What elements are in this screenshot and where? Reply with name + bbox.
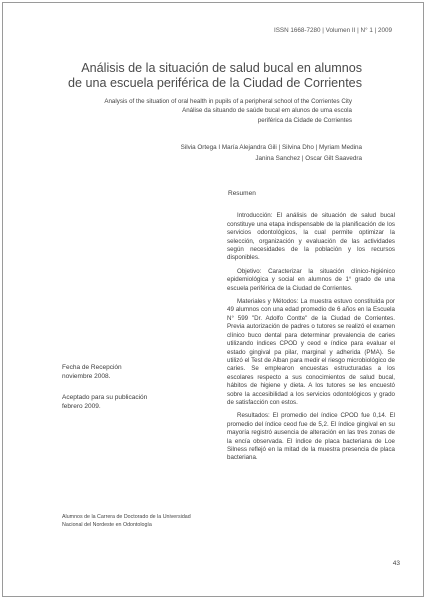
- abstract-column: [227, 190, 395, 463]
- abstract-paragraph-results: [227, 412, 395, 462]
- abstract-paragraph-intro: [227, 212, 395, 262]
- paragraph-label: Resultados:: [237, 412, 270, 420]
- abstract-paragraph-objective: [227, 268, 395, 293]
- author-affiliation: [62, 513, 222, 529]
- paragraph-label: Introducción:: [237, 212, 273, 220]
- subtitle-portuguese-line-1: Análise da situando de saúde bucal em alunos de uma escola: [182, 107, 352, 115]
- title-line-2: de una escuela periférica de la Ciudad de Corrientes: [67, 76, 362, 90]
- received-date-block: [62, 363, 212, 381]
- publication-dates: [62, 363, 212, 423]
- author-list: [32, 143, 362, 164]
- title-line-1: Análisis de la situación de salud bucal en alumnos: [81, 61, 362, 75]
- paragraph-text: El análisis de situación de salud bucal constituye una etapa indispensable de la planificación de los servicios odontológicos, la cual permite optimizar la selección, organización y evaluación de las actividades según necesidades de la población y los recursos disponibles.: [227, 212, 395, 262]
- translated-titles: [22, 97, 352, 125]
- author-line-2: Janina Sanchez | Oscar Gilt Saavedra: [255, 154, 362, 162]
- page-number: 43: [392, 560, 400, 567]
- affiliation-line-2: Nacional del Nordeste en Odontología: [62, 522, 152, 528]
- accepted-date-block: [62, 393, 212, 411]
- paragraph-text: La muestra estuvo constituida por 49 alumnos con una edad promedio de 6 años en la Escuela N° 599 "Dr. Adolfo Contte" de la Ciudad de Corrientes. Previa autorización de padres o tutores se realizó el examen clínico buco dental para determinar prevalencia de caries utilizando índices CPOD y ceod e índice para evaluar el estado gingival pa pilar, marginal y adherida (PMA). Se utilizó el Test de Alban para medir el riesgo microbiológico de caries. Se emplearon encuestas estructuradas a los escolares respecto a sus conocimientos de salud bucal, hábitos de higiene y dieta. A los tutores se les encuestó sobre la accesibilidad a los servicios odontológicos y grado de satisfacción con estos.: [227, 298, 395, 406]
- paragraph-text: Caracterizar la situación clínico-higiénico epidemiológica y social en alumnos de 1° grado de una escuela periférica de la Ciudad de Corrientes.: [227, 267, 395, 292]
- journal-issn-line: ISSN 1668-7280 | Volumen II | N° 1 | 2009: [273, 27, 392, 34]
- abstract-heading: Resumen: [228, 190, 256, 197]
- subtitle-english: Analysis of the situation of oral health in pupils of a peripheral school of the Corrientes City: [104, 98, 352, 105]
- abstract-paragraph-methods: [227, 298, 395, 407]
- paragraph-text: El promedio del índice CPOD fue 0,14. El promedio del índice ceod fue de 5,2. El índice gingival en su mayoría registró ausencia de alteración en las tres zonas de la encía observada. El índice de placa bacteriana de Loe Silness reflejó en la mitad de la muestra presencia de placa bacteriana.: [227, 412, 395, 462]
- author-line-1: Silvia Ortega I María Alejandra Gili | Silvina Dho | Myriam Medina: [180, 144, 362, 151]
- paragraph-label: Objetivo:: [237, 267, 262, 275]
- paragraph-label: Materiales y Métodos:: [237, 298, 299, 306]
- received-label: Fecha de Recepción: [62, 364, 122, 371]
- article-title: [22, 61, 362, 91]
- accepted-value: febrero 2009.: [62, 403, 101, 410]
- affiliation-line-1: Alumnos de la Carrera de Doctorado de la Universidad: [62, 514, 191, 520]
- received-value: noviembre 2008.: [62, 373, 111, 380]
- subtitle-portuguese-line-2: periférica da Cidade de Corrientes: [257, 116, 352, 124]
- accepted-label: Aceptado para su publicación: [62, 394, 148, 401]
